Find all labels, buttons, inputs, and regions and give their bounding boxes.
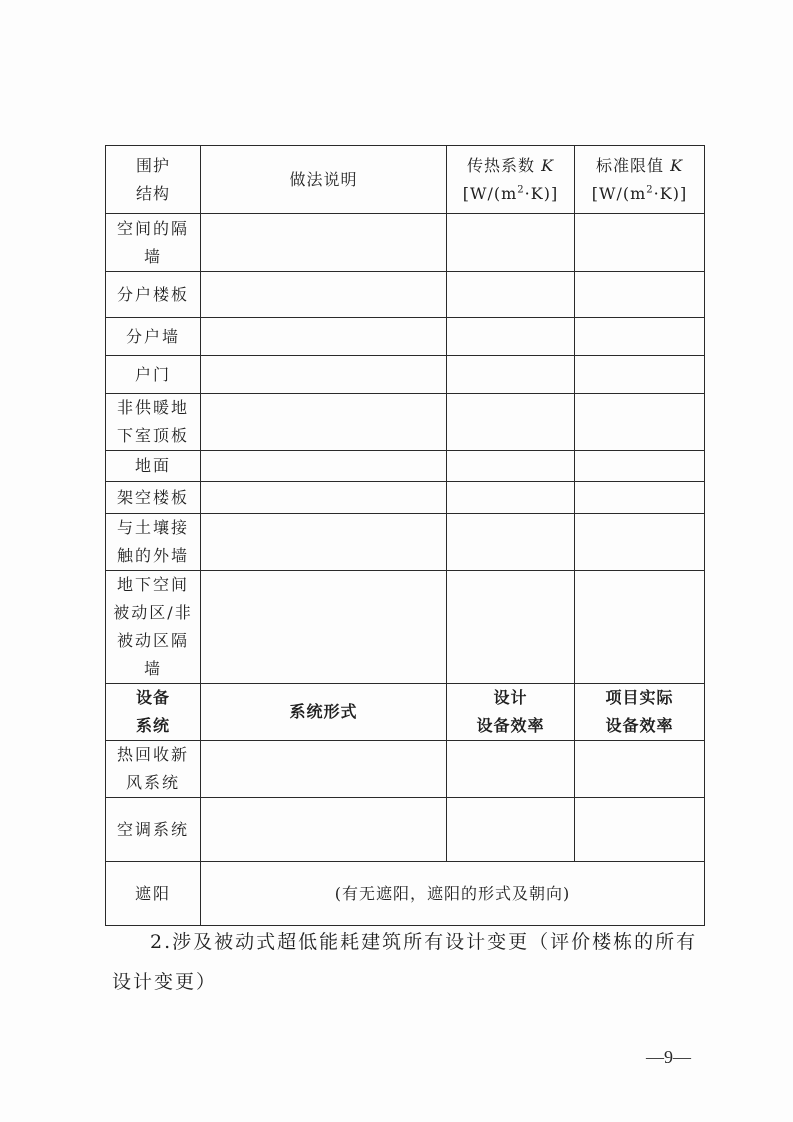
table-cell-k-value[interactable] <box>447 356 575 394</box>
table-row <box>106 571 705 684</box>
table-header-row <box>106 146 705 214</box>
table-cell-method[interactable] <box>201 451 447 482</box>
table-cell-k-value[interactable] <box>447 272 575 318</box>
header-actual-efficiency: 项目实际 设备效率 <box>575 684 705 741</box>
header-col3-prefix: 传热系数 <box>466 155 542 175</box>
table-cell-method[interactable] <box>201 394 447 451</box>
table-cell-k-value[interactable] <box>447 394 575 451</box>
row-label-space-partition-wall: 空间的隔 墙 <box>106 214 201 272</box>
header-equipment-system: 设备 系统 <box>106 684 201 741</box>
table-row <box>106 356 705 394</box>
row-label-basement-ceiling: 非供暖地 下室顶板 <box>106 394 201 451</box>
table-cell-actual-efficiency[interactable] <box>575 798 705 862</box>
table-cell-k-value[interactable] <box>447 318 575 356</box>
table-row <box>106 451 705 482</box>
header-system-form: 系统形式 <box>201 684 447 741</box>
row-label-unit-wall: 分户墙 <box>106 318 201 356</box>
table-row <box>106 482 705 514</box>
table-row <box>106 741 705 798</box>
table-cell-method[interactable] <box>201 482 447 514</box>
row-label-soil-contact-wall: 与土壤接 触的外墙 <box>106 514 201 571</box>
header-heat-transfer-coefficient <box>447 146 575 214</box>
table-cell-system-form[interactable] <box>201 741 447 798</box>
header-col4-unit-sup: 2 <box>646 184 654 196</box>
table-cell-method[interactable] <box>201 356 447 394</box>
table-row <box>106 214 705 272</box>
row-label-floor-slab: 分户楼板 <box>106 272 201 318</box>
table-cell-limit[interactable] <box>575 514 705 571</box>
design-change-paragraph: 2.涉及被动式超低能耗建筑所有设计变更（评价楼栋的所有设计变更） <box>112 931 698 993</box>
header-col3-unit-sup: 2 <box>517 184 525 196</box>
table-row <box>106 318 705 356</box>
table-cell-limit[interactable] <box>575 571 705 684</box>
header-col4-prefix: 标准限值 <box>595 155 671 175</box>
table-cell-design-efficiency[interactable] <box>447 798 575 862</box>
shading-note-cell[interactable]: (有无遮阳，遮阳的形式及朝向) <box>201 862 705 926</box>
table-cell-limit[interactable] <box>575 482 705 514</box>
table-cell-limit[interactable] <box>575 272 705 318</box>
table-cell-method[interactable] <box>201 272 447 318</box>
table-row <box>106 514 705 571</box>
header-col4-unit-close: ·K)] <box>653 183 688 203</box>
header-col4-k: K <box>670 155 684 175</box>
envelope-equipment-table <box>105 145 705 926</box>
header-standard-limit <box>575 146 705 214</box>
row-label-air-conditioning: 空调系统 <box>106 798 201 862</box>
table-cell-method[interactable] <box>201 571 447 684</box>
row-label-ground-floor: 地面 <box>106 451 201 482</box>
row-label-raised-floor: 架空楼板 <box>106 482 201 514</box>
header-method-description: 做法说明 <box>201 146 447 214</box>
row-label-shading: 遮阳 <box>106 862 201 926</box>
table-cell-design-efficiency[interactable] <box>447 741 575 798</box>
table-cell-k-value[interactable] <box>447 451 575 482</box>
table-cell-k-value[interactable] <box>447 571 575 684</box>
table-cell-k-value[interactable] <box>447 214 575 272</box>
header-envelope-structure: 围护 结构 <box>106 146 201 214</box>
row-label-underground-partition: 地下空间 被动区/非 被动区隔 墙 <box>106 571 201 684</box>
table-cell-limit[interactable] <box>575 394 705 451</box>
header-col3-unit-open: [W/(m <box>462 183 518 203</box>
table-row <box>106 798 705 862</box>
table-cell-limit[interactable] <box>575 451 705 482</box>
table-cell-limit[interactable] <box>575 356 705 394</box>
table-cell-k-value[interactable] <box>447 482 575 514</box>
table-cell-limit[interactable] <box>575 318 705 356</box>
header-col3-k: K <box>541 155 555 175</box>
equipment-header-row <box>106 684 705 741</box>
table-cell-actual-efficiency[interactable] <box>575 741 705 798</box>
row-label-heat-recovery-ventilation: 热回收新 风系统 <box>106 741 201 798</box>
table-cell-method[interactable] <box>201 214 447 272</box>
table-cell-limit[interactable] <box>575 214 705 272</box>
header-col3-unit-close: ·K)] <box>524 183 559 203</box>
table-cell-method[interactable] <box>201 514 447 571</box>
row-label-entry-door: 户门 <box>106 356 201 394</box>
table-cell-system-form[interactable] <box>201 798 447 862</box>
table-row <box>106 272 705 318</box>
table-row <box>106 862 705 926</box>
table-row <box>106 394 705 451</box>
page-number: —9— <box>646 1047 691 1067</box>
table-cell-method[interactable] <box>201 318 447 356</box>
header-col4-unit-open: [W/(m <box>591 183 647 203</box>
table-cell-k-value[interactable] <box>447 514 575 571</box>
header-design-efficiency: 设计 设备效率 <box>447 684 575 741</box>
